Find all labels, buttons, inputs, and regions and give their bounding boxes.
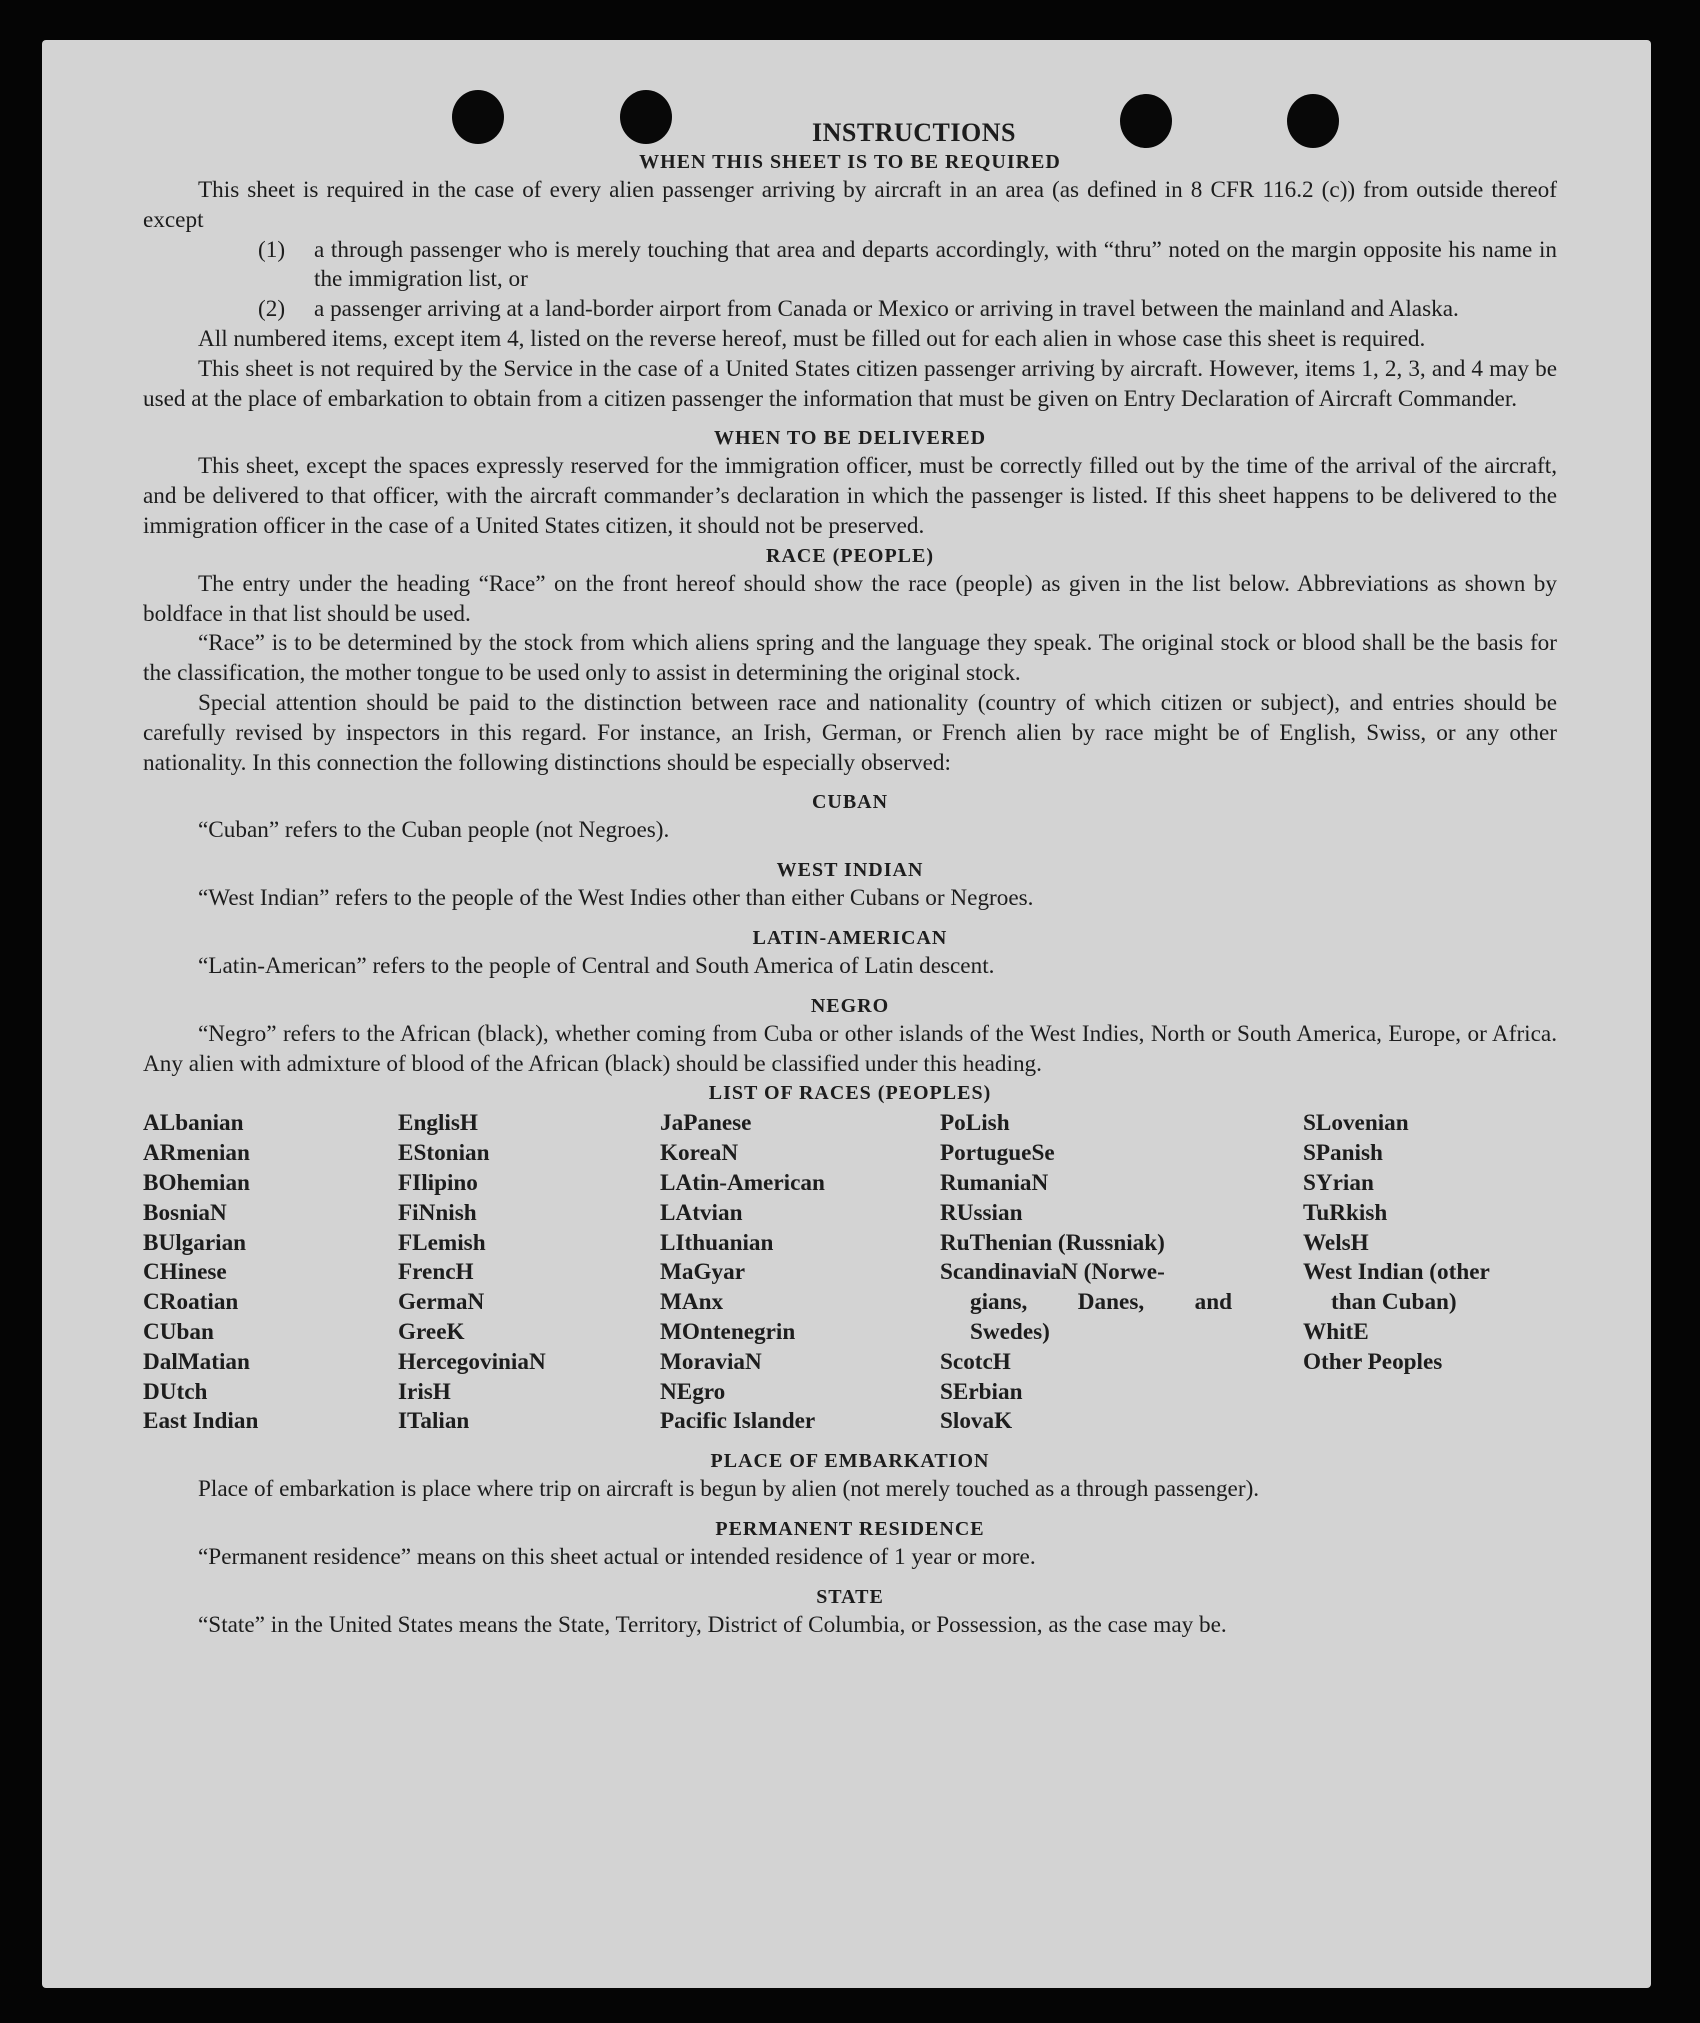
race-item: LIthuanian <box>660 1229 774 1256</box>
race-column-3 <box>660 1109 940 1437</box>
race-item: BOhemian <box>143 1169 250 1196</box>
race-item: GreeK <box>398 1318 465 1345</box>
race-item: CRoatian <box>143 1289 239 1316</box>
race-item: ITalian <box>398 1408 470 1435</box>
heading-when-required: WHEN THIS SHEET IS TO BE REQUIRED <box>639 151 1061 173</box>
race-item: FiNnish <box>398 1199 477 1226</box>
item-text: a through passenger who is merely touching that area and departs accordingly, with “thru” noted on the margin opposite his name in the immigration list, or <box>314 236 1557 293</box>
heading-permanent-residence: PERMANENT RESIDENCE <box>715 1517 985 1540</box>
race-column-5 <box>1303 1109 1557 1437</box>
race-item: BosniaN <box>143 1199 227 1226</box>
race-item: JaPanese <box>660 1110 752 1137</box>
paragraph: This sheet, except the spaces expressly reserved for the immigration officer, must be correctly filled out by the time of the arrival of the aircraft, and be delivered to that officer, with the aircraft commander’s declaration in which the passenger is listed. If this sheet happens to be delivered to the immigration officer in the case of a United States citizen, it should not be preserved. <box>143 453 1557 539</box>
race-item: MaGyar <box>660 1259 745 1286</box>
race-item: LAtin-American <box>660 1169 825 1196</box>
race-item: GermaN <box>398 1289 485 1316</box>
race-item: HercegoviniaN <box>398 1348 546 1375</box>
race-item: DUtch <box>143 1378 208 1405</box>
paragraph: Place of embarkation is place where trip on aircraft is begun by alien (not merely touched as a through passenger). <box>198 1476 1260 1503</box>
race-item: NEgro <box>660 1378 726 1405</box>
heading-state: STATE <box>816 1585 884 1608</box>
race-item: RUssian <box>940 1199 1023 1226</box>
race-item: SErbian <box>940 1378 1023 1405</box>
race-item: MoraviaN <box>660 1348 762 1375</box>
race-item: ARmenian <box>143 1140 250 1167</box>
paragraph: “State” in the United States means the State, Territory, District of Columbia, or Possession, as the case may be. <box>198 1611 1227 1638</box>
race-item: Pacific Islander <box>660 1408 816 1435</box>
race-item: West Indian (other <box>1303 1259 1490 1286</box>
instructions-content <box>143 118 1557 1640</box>
race-item: SlovaK <box>940 1408 1013 1435</box>
race-item: ScotcH <box>940 1348 1011 1375</box>
heading-west-indian: WEST INDIAN <box>776 859 924 882</box>
race-item: MOntenegrin <box>660 1318 796 1345</box>
race-item: ScandinaviaN (Norwe- <box>940 1259 1165 1286</box>
race-item-continuation: Swedes) <box>970 1318 1050 1345</box>
paragraph: “Permanent residence” means on this sheet actual or intended residence of 1 year or more. <box>198 1543 1036 1570</box>
heading-when-delivered: WHEN TO BE DELIVERED <box>713 427 987 450</box>
race-column-1 <box>143 1109 398 1437</box>
race-item: SPanish <box>1303 1140 1383 1167</box>
race-item: ALbanian <box>143 1110 244 1137</box>
heading-latin-american: LATIN-AMERICAN <box>752 926 948 949</box>
race-item-continuation: than Cuban) <box>1331 1289 1457 1316</box>
race-item: East Indian <box>143 1408 259 1435</box>
list-item <box>258 295 1557 325</box>
race-item: PoLish <box>940 1110 1010 1137</box>
race-item: EStonian <box>398 1140 490 1167</box>
race-column-2 <box>398 1109 660 1437</box>
race-item: FrencH <box>398 1259 474 1286</box>
item-number: (1) <box>258 236 286 263</box>
heading-embarkation: PLACE OF EMBARKATION <box>710 1450 990 1473</box>
paragraph: “Latin-American” refers to the people of Central and South America of Latin descent. <box>198 952 995 979</box>
race-item: TuRkish <box>1303 1199 1388 1226</box>
paragraph: This sheet is required in the case of every alien passenger arriving by aircraft in an area (as defined in 8 CFR 116.2 (c)) from outside thereof except <box>143 177 1557 233</box>
paragraph: “Race” is to be determined by the stock from which aliens spring and the language they speak. The original stock or blood shall be the basis for the classification, the mother tongue to be used only to assist in determining the original stock. <box>143 630 1557 687</box>
race-item: KoreaN <box>660 1140 739 1167</box>
heading-cuban: CUBAN <box>811 791 889 814</box>
heading-list-of-races: LIST OF RACES (PEOPLES) <box>708 1082 992 1105</box>
race-item: SYrian <box>1303 1169 1374 1196</box>
race-item-continuation: gians, Danes, and <box>970 1289 1232 1316</box>
paragraph: This sheet is not required by the Service in the case of a United States citizen passenger arriving by aircraft. However, items 1, 2, 3, and 4 may be used at the place of embarkation to obtain from a citizen passenger the information that must be given on Entry Declaration of Aircraft Commander. <box>143 355 1557 412</box>
list-item <box>258 236 1557 296</box>
race-item: CHinese <box>143 1259 227 1286</box>
race-item: LAtvian <box>660 1199 743 1226</box>
race-item: WelsH <box>1303 1229 1369 1256</box>
race-list <box>143 1109 1557 1437</box>
race-item: RumaniaN <box>940 1169 1049 1196</box>
paragraph: All numbered items, except item 4, listed on the reverse hereof, must be filled out for each alien in whose case this sheet is required. <box>198 325 1426 352</box>
race-item: DalMatian <box>143 1348 250 1375</box>
race-item: SLovenian <box>1303 1110 1409 1137</box>
race-item: Other Peoples <box>1303 1348 1443 1375</box>
paragraph: Special attention should be paid to the distinction between race and nationality (country of which citizen or subject), and entries should be carefully revised by inspectors in this regard. For instance, an Irish, German, or French alien by race might be of English, Swiss, or any other nationality. In this connection the following distinctions should be especially observed: <box>143 689 1557 776</box>
race-item: BUlgarian <box>143 1229 247 1256</box>
page-title: INSTRUCTIONS <box>812 118 1016 147</box>
heading-race: RACE (PEOPLE) <box>766 544 934 567</box>
race-item: MAnx <box>660 1289 724 1316</box>
item-text: a passenger arriving at a land-border airport from Canada or Mexico or arriving in travel between the mainland and Alaska. <box>314 296 1459 323</box>
race-item: PortugueSe <box>940 1140 1055 1167</box>
paragraph: The entry under the heading “Race” on the front hereof should show the race (people) as given in the list below. Abbreviations as shown by boldface in that list should be used. <box>143 570 1557 627</box>
heading-negro: NEGRO <box>810 994 890 1017</box>
race-item: RuThenian (Russniak) <box>940 1229 1165 1256</box>
race-item: CUban <box>143 1318 214 1345</box>
paragraph: “Negro” refers to the African (black), whether coming from Cuba or other islands of the West Indies, North or South America, Europe, or Africa. Any alien with admixture of blood of the African (black) should be classified under this heading. <box>143 1020 1557 1077</box>
race-item: EnglisH <box>398 1110 478 1137</box>
race-item: FLemish <box>398 1229 486 1256</box>
race-item: FIlipino <box>398 1169 478 1196</box>
paragraph: “Cuban” refers to the Cuban people (not Negroes). <box>198 817 670 844</box>
item-number: (2) <box>258 296 286 323</box>
race-item: IrisH <box>398 1378 451 1405</box>
paragraph: “West Indian” refers to the people of the West Indies other than either Cubans or Negroes. <box>198 885 1034 912</box>
race-column-4 <box>940 1109 1232 1437</box>
race-item: WhitE <box>1303 1318 1369 1345</box>
